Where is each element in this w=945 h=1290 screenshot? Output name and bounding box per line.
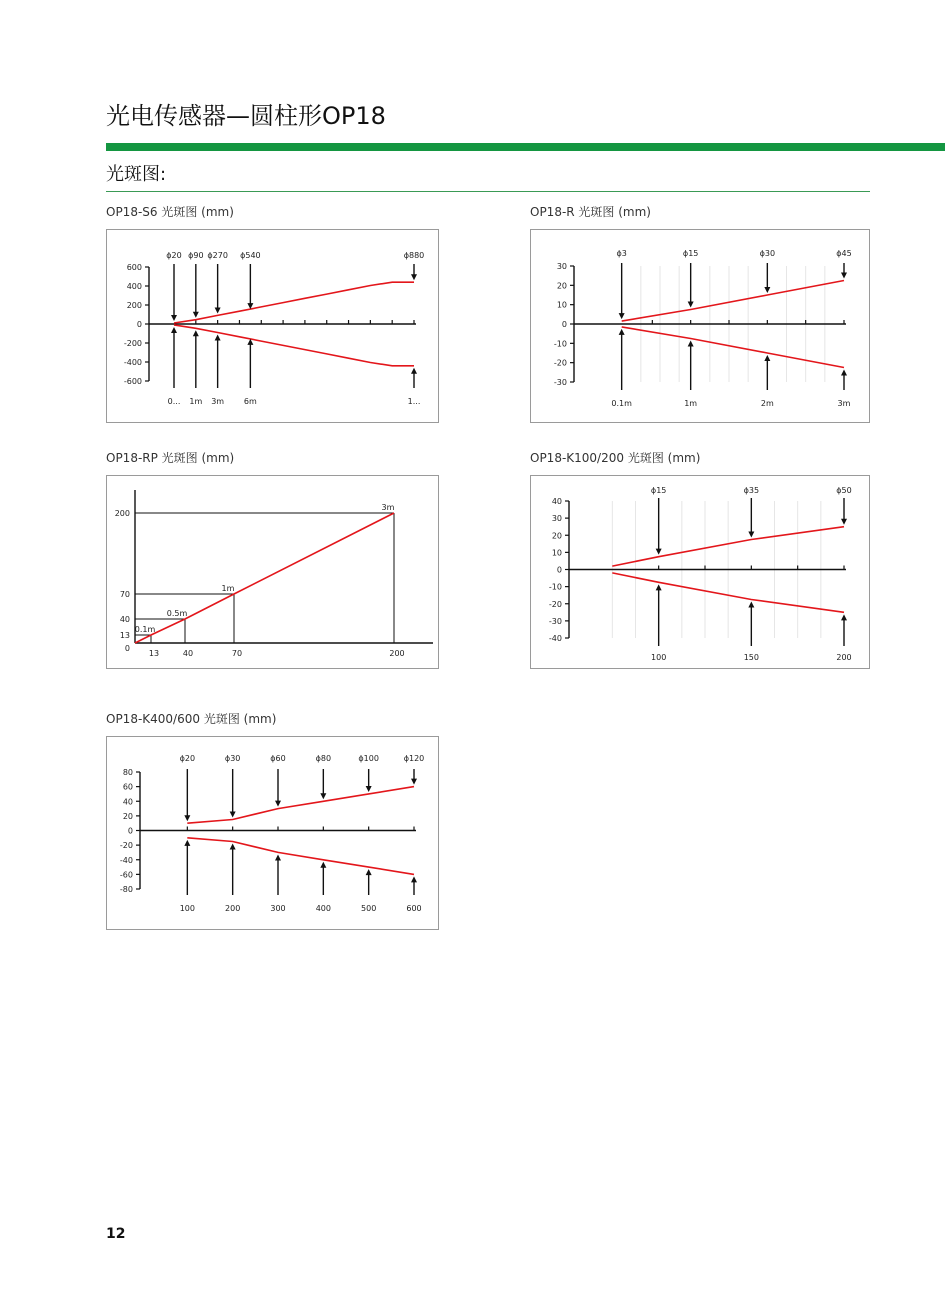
y-tick-label: 600 xyxy=(126,263,142,272)
arrow-up-head xyxy=(366,869,372,875)
y-tick-label: -30 xyxy=(553,378,567,387)
y-tick-label: 200 xyxy=(114,509,130,518)
y-tick-label: -20 xyxy=(119,841,133,851)
y-tick-label: 40 xyxy=(551,497,562,506)
y-tick-label: -20 xyxy=(553,358,567,368)
distance-label: 2m xyxy=(760,399,774,408)
section-divider xyxy=(106,191,870,192)
chart-r xyxy=(530,229,870,423)
y-tick-label: 0 xyxy=(556,565,562,575)
spot-diameter-label: ϕ45 xyxy=(836,249,852,258)
distance-label: 3m xyxy=(211,397,225,406)
y-tick-label: -30 xyxy=(548,616,562,626)
spot-diameter-label: ϕ880 xyxy=(403,251,425,260)
y-tick-label: -200 xyxy=(123,339,142,348)
y-tick-label: -40 xyxy=(548,634,562,643)
y-tick-label: -60 xyxy=(119,870,133,880)
distance-label: 0.1m xyxy=(611,399,632,408)
arrow-down-head xyxy=(193,312,199,318)
distance-point-label: 3m xyxy=(381,503,395,512)
arrow-up-head xyxy=(171,327,177,333)
arrow-up-head xyxy=(230,843,236,849)
x-tick-label: 200 xyxy=(389,649,405,658)
y-tick-label: 0 xyxy=(127,826,133,836)
chart-rp xyxy=(106,475,439,669)
arrow-down-head xyxy=(688,302,694,308)
arrow-up-head xyxy=(411,368,417,374)
chart-svg xyxy=(107,737,438,929)
chart-label-k100: OP18-K100/200 光斑图 (mm) xyxy=(530,451,701,465)
arrow-up-head xyxy=(275,854,281,860)
distance-point-label: 0.1m xyxy=(134,625,156,634)
distance-label: 100 xyxy=(651,653,667,662)
spot-diameter-label: ϕ3 xyxy=(616,249,627,258)
spot-diameter-label: ϕ35 xyxy=(743,486,760,495)
series-lower-boundary xyxy=(174,325,414,366)
distance-label: 1... xyxy=(407,397,421,406)
chart-label-rp: OP18-RP 光斑图 (mm) xyxy=(106,451,235,465)
y-tick-label: -10 xyxy=(553,339,567,349)
y-tick-label: -80 xyxy=(119,885,133,894)
y-tick-label: 20 xyxy=(551,531,562,541)
y-tick-label: -400 xyxy=(123,358,142,367)
spot-diameter-label: ϕ20 xyxy=(179,754,196,763)
distance-label: 600 xyxy=(406,904,422,913)
arrow-down-head xyxy=(656,549,662,555)
spot-diameter-label: ϕ15 xyxy=(682,249,699,258)
distance-label: 400 xyxy=(315,904,331,913)
y-tick-label: 400 xyxy=(126,282,142,291)
y-tick-label: 40 xyxy=(119,615,130,624)
x-tick-label: 70 xyxy=(231,649,243,658)
y-tick-label: 40 xyxy=(122,797,133,807)
arrow-down-head xyxy=(366,786,372,792)
arrow-down-head xyxy=(411,779,417,785)
y-tick-label: -20 xyxy=(548,599,562,609)
arrow-down-head xyxy=(171,315,177,321)
chart-svg xyxy=(107,230,438,422)
page-number: 12 xyxy=(106,1226,126,1242)
spot-diameter-label: ϕ30 xyxy=(224,754,241,763)
arrow-up-head xyxy=(193,330,199,336)
spot-diameter-label: ϕ90 xyxy=(188,251,204,260)
distance-label: 500 xyxy=(361,904,377,913)
distance-label: 0... xyxy=(167,397,181,406)
spot-diameter-label: ϕ60 xyxy=(270,754,286,763)
arrow-up-head xyxy=(411,876,417,882)
arrow-up-head xyxy=(748,601,754,607)
arrow-down-head xyxy=(184,815,190,821)
y-tick-label: 80 xyxy=(122,768,133,777)
arrow-down-head xyxy=(841,519,847,525)
series-lower-boundary xyxy=(622,327,844,368)
page-title: 光电传感器—圆柱形OP18 xyxy=(106,102,386,130)
distance-label: 1m xyxy=(684,399,698,408)
y-tick-label: 10 xyxy=(551,548,562,558)
distance-label: 150 xyxy=(743,653,759,662)
distance-point-label: 1m xyxy=(221,584,235,593)
spot-diameter-label: ϕ15 xyxy=(650,486,667,495)
y-tick-label: 0 xyxy=(136,320,142,329)
y-tick-label: 20 xyxy=(556,281,567,291)
y-tick-label: -10 xyxy=(548,582,562,592)
distance-label: 1m xyxy=(189,397,203,406)
x-tick-label: 13 xyxy=(148,649,160,658)
series-spot-size xyxy=(135,513,394,643)
y-tick-label: 70 xyxy=(119,590,130,599)
arrow-down-head xyxy=(841,273,847,279)
spot-diameter-label: ϕ80 xyxy=(315,754,332,763)
y-tick-label: 0 xyxy=(561,320,567,329)
title-green-bar xyxy=(106,143,945,151)
arrow-up-head xyxy=(841,370,847,376)
arrow-up-head xyxy=(320,862,326,868)
chart-svg xyxy=(107,476,438,668)
y-tick-label: 200 xyxy=(126,301,142,310)
series-upper-boundary xyxy=(622,281,844,322)
spot-diameter-label: ϕ100 xyxy=(358,754,379,763)
chart-label-k400: OP18-K400/600 光斑图 (mm) xyxy=(106,712,277,726)
arrow-up-head xyxy=(215,335,221,341)
spot-diameter-label: ϕ50 xyxy=(836,486,852,495)
distance-label: 300 xyxy=(270,904,286,913)
arrow-up-head xyxy=(656,584,662,590)
series-upper-boundary xyxy=(174,282,414,323)
spot-diameter-label: ϕ540 xyxy=(240,251,261,260)
arrow-down-head xyxy=(230,812,236,818)
spot-diameter-label: ϕ120 xyxy=(403,754,425,763)
arrow-up-head xyxy=(764,355,770,361)
arrow-down-head xyxy=(748,532,754,538)
distance-label: 200 xyxy=(225,904,241,913)
y-tick-label: 0 xyxy=(124,644,130,653)
y-tick-label: -40 xyxy=(119,855,133,865)
chart-k400 xyxy=(106,736,439,930)
distance-label: 100 xyxy=(179,904,195,913)
y-tick-label: 60 xyxy=(122,782,133,792)
y-tick-label: -600 xyxy=(123,377,142,386)
x-tick-label: 40 xyxy=(182,649,194,658)
series-lower-boundary xyxy=(187,838,414,875)
arrow-down-head xyxy=(764,287,770,293)
chart-svg xyxy=(531,230,869,422)
chart-svg xyxy=(531,476,869,668)
arrow-up-head xyxy=(688,341,694,347)
arrow-down-head xyxy=(215,307,221,313)
y-tick-label: 10 xyxy=(556,300,567,310)
spot-diameter-label: ϕ20 xyxy=(166,251,182,260)
chart-label-s6: OP18-S6 光斑图 (mm) xyxy=(106,205,234,219)
y-tick-label: 20 xyxy=(122,811,133,821)
arrow-up-head xyxy=(619,329,625,335)
arrow-down-head xyxy=(320,793,326,799)
arrow-up-head xyxy=(841,614,847,620)
section-heading: 光斑图: xyxy=(106,164,167,185)
arrow-down-head xyxy=(619,313,625,319)
series-upper-boundary xyxy=(187,787,414,824)
arrow-down-head xyxy=(275,801,281,807)
distance-label: 6m xyxy=(243,397,257,406)
chart-label-r: OP18-R 光斑图 (mm) xyxy=(530,205,651,219)
distance-point-label: 0.5m xyxy=(166,609,188,618)
chart-s6 xyxy=(106,229,439,423)
spot-diameter-label: ϕ30 xyxy=(759,249,776,258)
arrow-down-head xyxy=(411,274,417,280)
y-tick-label: 30 xyxy=(551,514,562,524)
arrow-up-head xyxy=(184,840,190,846)
spot-diameter-label: ϕ270 xyxy=(207,251,228,260)
distance-label: 200 xyxy=(836,653,852,662)
chart-k100 xyxy=(530,475,870,669)
y-tick-label: 13 xyxy=(119,631,130,640)
distance-label: 3m xyxy=(837,399,851,408)
y-tick-label: 30 xyxy=(556,262,567,271)
